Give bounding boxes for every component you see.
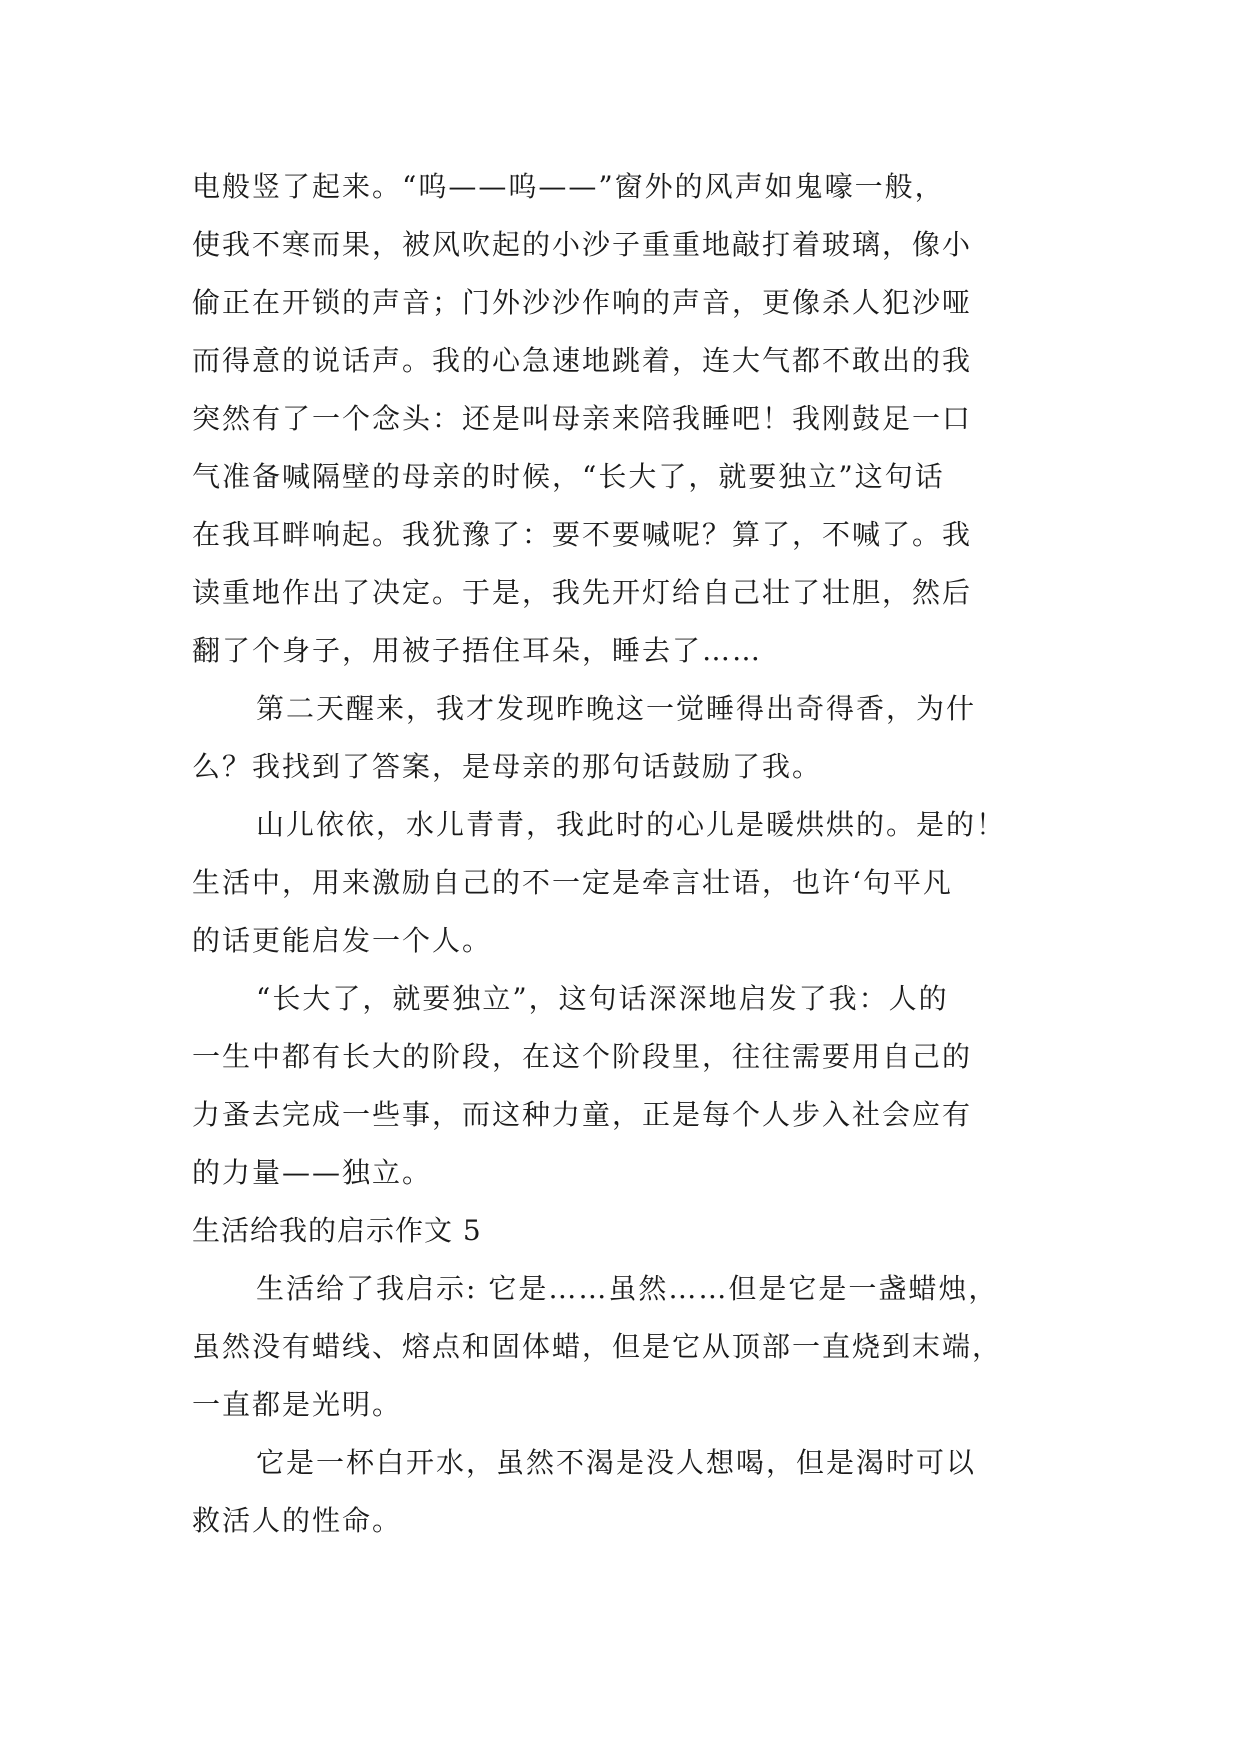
text-line: 电般竖了起来。“呜——呜——”窗外的风声如鬼嚎一般， bbox=[192, 170, 945, 203]
text-line: 一直都是光明。 bbox=[192, 1388, 403, 1421]
text-line: 的话更能启发一个人。 bbox=[192, 924, 493, 957]
text-line: 力蚤去完成一些事，而这种力童，正是每个人步入社会应有 bbox=[192, 1098, 973, 1131]
text-line: 突然有了一个念头：还是叫母亲来陪我睡吧！我刚鼓足一口 bbox=[192, 402, 973, 435]
text-line: 使我不寒而果，被风吹起的小沙子重重地敲打着玻璃，像小 bbox=[192, 228, 973, 261]
section-heading: 生活给我的启示作文 5 bbox=[192, 1214, 482, 1247]
text-line: 一生中都有长大的阶段，在这个阶段里，往往需要用自己的 bbox=[192, 1040, 973, 1073]
text-line: “长大了，就要独立”，这句话深深地启发了我：人的 bbox=[256, 982, 949, 1015]
text-line: 在我耳畔响起。我犹豫了：要不要喊呢？算了，不喊了。我 bbox=[192, 518, 973, 551]
text-line: 生活中，用来激励自己的不一定是牵言壮语，也许‘句平凡 bbox=[192, 866, 953, 899]
text-line: 的力量——独立。 bbox=[192, 1156, 433, 1189]
text-line: 偷正在开锁的声音；门外沙沙作响的声音，更像杀人犯沙哑 bbox=[192, 286, 973, 319]
text-line: 么？我找到了答案，是母亲的那句话鼓励了我。 bbox=[192, 750, 823, 783]
document-body bbox=[192, 158, 1060, 1550]
text-line: 山儿依依，水儿青青，我此时的心儿是暖烘烘的。是的！ bbox=[256, 808, 1007, 841]
text-line: 翻了个身子，用被子捂住耳朵，睡去了…… bbox=[192, 634, 763, 667]
text-line: 救活人的性命。 bbox=[192, 1504, 403, 1537]
text-line: 读重地作出了决定。于是，我先开灯给自己壮了壮胆，然后 bbox=[192, 576, 973, 609]
text-line: 气准备喊隔壁的母亲的时候，“长大了，就要独立”这句话 bbox=[192, 460, 945, 493]
text-line: 第二天醒来，我才发现昨晚这一觉睡得出奇得香，为什 bbox=[256, 692, 977, 725]
text-line: 而得意的说话声。我的心急速地跳着，连大气都不敢出的我 bbox=[192, 344, 973, 377]
text-line: 生活给了我启示: 它是……虽然……但是它是一盏蜡烛， bbox=[256, 1272, 999, 1305]
text-line: 虽然没有蜡线、熔点和固体蜡，但是它从顶部一直烧到末端， bbox=[192, 1330, 1003, 1363]
text-line: 它是一杯白开水，虽然不渴是没人想喝，但是渴时可以 bbox=[256, 1446, 977, 1479]
